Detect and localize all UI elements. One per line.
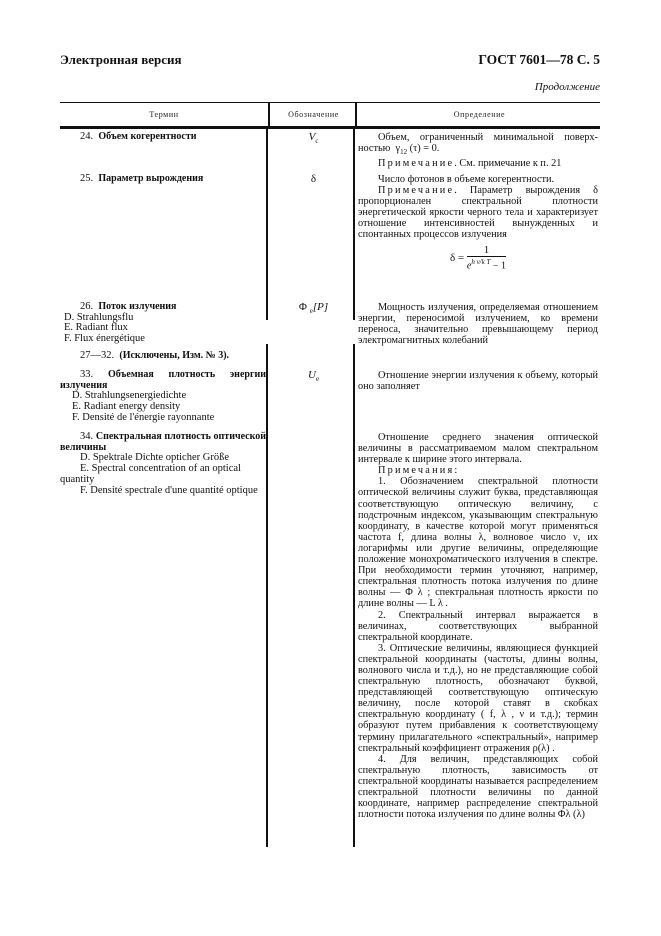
definition-text: Число фотонов в объеме когерентности. bbox=[378, 174, 555, 185]
formula-tail: − 1 bbox=[490, 259, 507, 271]
term-name: Объемная плотность энергии излучения bbox=[60, 369, 267, 391]
formula-fraction bbox=[467, 245, 506, 272]
translation-fr: F. Flux énergétique bbox=[64, 333, 145, 345]
definition-text: Объем, ограниченный минимальной поверх-ностью bbox=[358, 132, 598, 155]
formula-lhs: δ = bbox=[449, 251, 465, 264]
term-name: Поток излучения bbox=[98, 301, 177, 312]
gamma-subscript: 12 bbox=[400, 148, 408, 157]
translation-en: E. Spectral concentration of an optical quantity bbox=[60, 463, 241, 485]
term-name: Параметр вырождения bbox=[98, 173, 204, 184]
translation-en: E. Radiant energy density bbox=[72, 401, 181, 413]
term-name: Спектральная плотность оптической величины bbox=[60, 431, 266, 453]
table-row-25-term bbox=[60, 174, 266, 185]
translation-de: D. Strahlungsflu bbox=[64, 311, 134, 323]
translation-fr: F. Densité de l'énergie rayonnante bbox=[72, 411, 215, 423]
term-name: (Исключены, Изм. № 3). bbox=[119, 350, 230, 361]
term-number: 34. bbox=[80, 431, 94, 442]
column-divider bbox=[353, 129, 355, 320]
terms-table bbox=[60, 102, 600, 829]
translation-fr: F. Densité spectrale d'une quantité optique bbox=[80, 484, 258, 496]
continuation-label: Продолжение bbox=[534, 81, 600, 93]
term-number: 33. bbox=[80, 369, 94, 380]
column-header-symbol: Обозначение bbox=[268, 103, 357, 126]
column-header-term: Термин bbox=[149, 110, 179, 119]
table-body bbox=[60, 129, 600, 829]
standard-page-number: ГОСТ 7601—78 С. 5 bbox=[478, 52, 600, 67]
definition-tail: (τ) = 0. bbox=[407, 143, 440, 155]
table-row-25-definition bbox=[358, 174, 598, 271]
table-row-24-term bbox=[60, 132, 266, 143]
table-row-24-symbol bbox=[270, 131, 357, 145]
symbol-main: V bbox=[308, 131, 316, 143]
gamma-symbol: γ bbox=[395, 143, 401, 155]
table-row-34-term bbox=[60, 432, 266, 496]
definition-text: Мощность излучения, определяемая отношением энергии, переносимой излучением, ко времени переноса, значительно превышающему период электромагнитных колебаний bbox=[358, 302, 598, 347]
symbol-subscript: e bbox=[315, 375, 320, 384]
note-3: 3. Оптические величины, являющиеся функцией спектральной координаты (частоты, длины волны, волнового числа и т.д.), но не представляющие собой спектральную плотность, обозначают буквой, представляющей соответствующую оптическую величину, после которой ставят в скобках спектральную координату ( f, λ , ν и т.д.); термин образуют путем прибавления к соответствующему термину прилагательного «спектральный», например спектральный коэффициент отражения ρ(λ) . bbox=[358, 642, 598, 754]
table-row-34-definition bbox=[358, 432, 598, 820]
column-header-definition: Определение bbox=[355, 103, 602, 126]
table-row-24-definition bbox=[358, 132, 598, 169]
note-text: . Параметр вырождения δ пропорционален спектральной плотности энергетической яркости черного тела и характеризует отношение интенсивностей вынужденных и спонтанных процессов излучения bbox=[358, 185, 598, 241]
table-row-33-term bbox=[60, 370, 266, 424]
page-header bbox=[60, 52, 600, 68]
translation-en: E. Radiant flux bbox=[64, 322, 128, 334]
note-4: 4. Для величин, представляющих собой спектральную плотность, зависимость от спектральной координаты называется распределением спектральной плотности величины по данной координате, например распределение спектральной плотности потока излучения по длине волны Φλ (λ) bbox=[358, 753, 598, 821]
formula-numerator: 1 bbox=[467, 245, 506, 257]
symbol-alt: [P] bbox=[312, 301, 329, 313]
term-number: 26. bbox=[80, 301, 94, 312]
translation-de: D. Spektrale Dichte opticher Größe bbox=[80, 452, 229, 464]
note-text: . См. примечание к п. 21 bbox=[454, 158, 562, 170]
table-row-27-32-term bbox=[60, 351, 360, 362]
column-divider bbox=[266, 129, 268, 320]
formula-denominator bbox=[467, 257, 506, 271]
table-row-26-symbol bbox=[270, 301, 357, 315]
note-1: 1. Обозначением спектральной плотности оптической величины служит буква, представляющая соответствующую оптическую величину, с подстрочным индексом, указывающим спектральную координату, в качестве которой могут применяться частота f, длина волны λ, волновое число ν, их логарифмы или другие величины, определяющие положение монохроматического излучения в спектре. При необходимости термин уточняют, например, спектральная плотность потока излучения по длине волны — Φ λ ; спектральная плотность яркости по длине волны — L λ . bbox=[358, 476, 598, 610]
column-divider bbox=[353, 344, 355, 847]
table-header bbox=[60, 102, 600, 129]
table-row-26-definition bbox=[358, 302, 598, 346]
column-divider bbox=[266, 344, 268, 847]
note-2: 2. Спектральный интервал выражается в величинах, соответствующих выбранной спектральной координате. bbox=[358, 609, 598, 643]
formula-base: e bbox=[466, 259, 472, 271]
table-row-33-symbol bbox=[270, 369, 357, 383]
symbol-main: U bbox=[307, 369, 316, 381]
term-number: 27—32. bbox=[80, 350, 115, 361]
term-number: 24. bbox=[80, 131, 94, 142]
definition-text: Отношение среднего значения оптической величины в рассматриваемом малом спектральном интервале к ширине этого интервала. bbox=[358, 432, 598, 466]
term-name: Объем когерентности bbox=[98, 131, 197, 142]
degeneracy-formula bbox=[358, 245, 598, 272]
definition-text: Отношение энергии излучения к объему, который оно заполняет bbox=[358, 370, 598, 393]
term-number: 25. bbox=[80, 173, 94, 184]
table-row-25-symbol: δ bbox=[310, 173, 317, 185]
symbol-main: Φ bbox=[298, 301, 307, 313]
translation-de: D. Strahlungsenergiedichte bbox=[72, 390, 187, 402]
symbol-subscript: c bbox=[315, 137, 319, 146]
note-label: Примечание bbox=[378, 158, 455, 170]
table-row-33-definition bbox=[358, 370, 598, 392]
formula-exponent: h ν/k T bbox=[471, 257, 491, 266]
table-row-26-term bbox=[60, 302, 266, 345]
electronic-version-label: Электронная версия bbox=[60, 52, 182, 67]
notes-label: Примечания: bbox=[378, 465, 460, 477]
note-label: Примечание bbox=[378, 185, 455, 197]
symbol-subscript: e bbox=[309, 307, 313, 316]
